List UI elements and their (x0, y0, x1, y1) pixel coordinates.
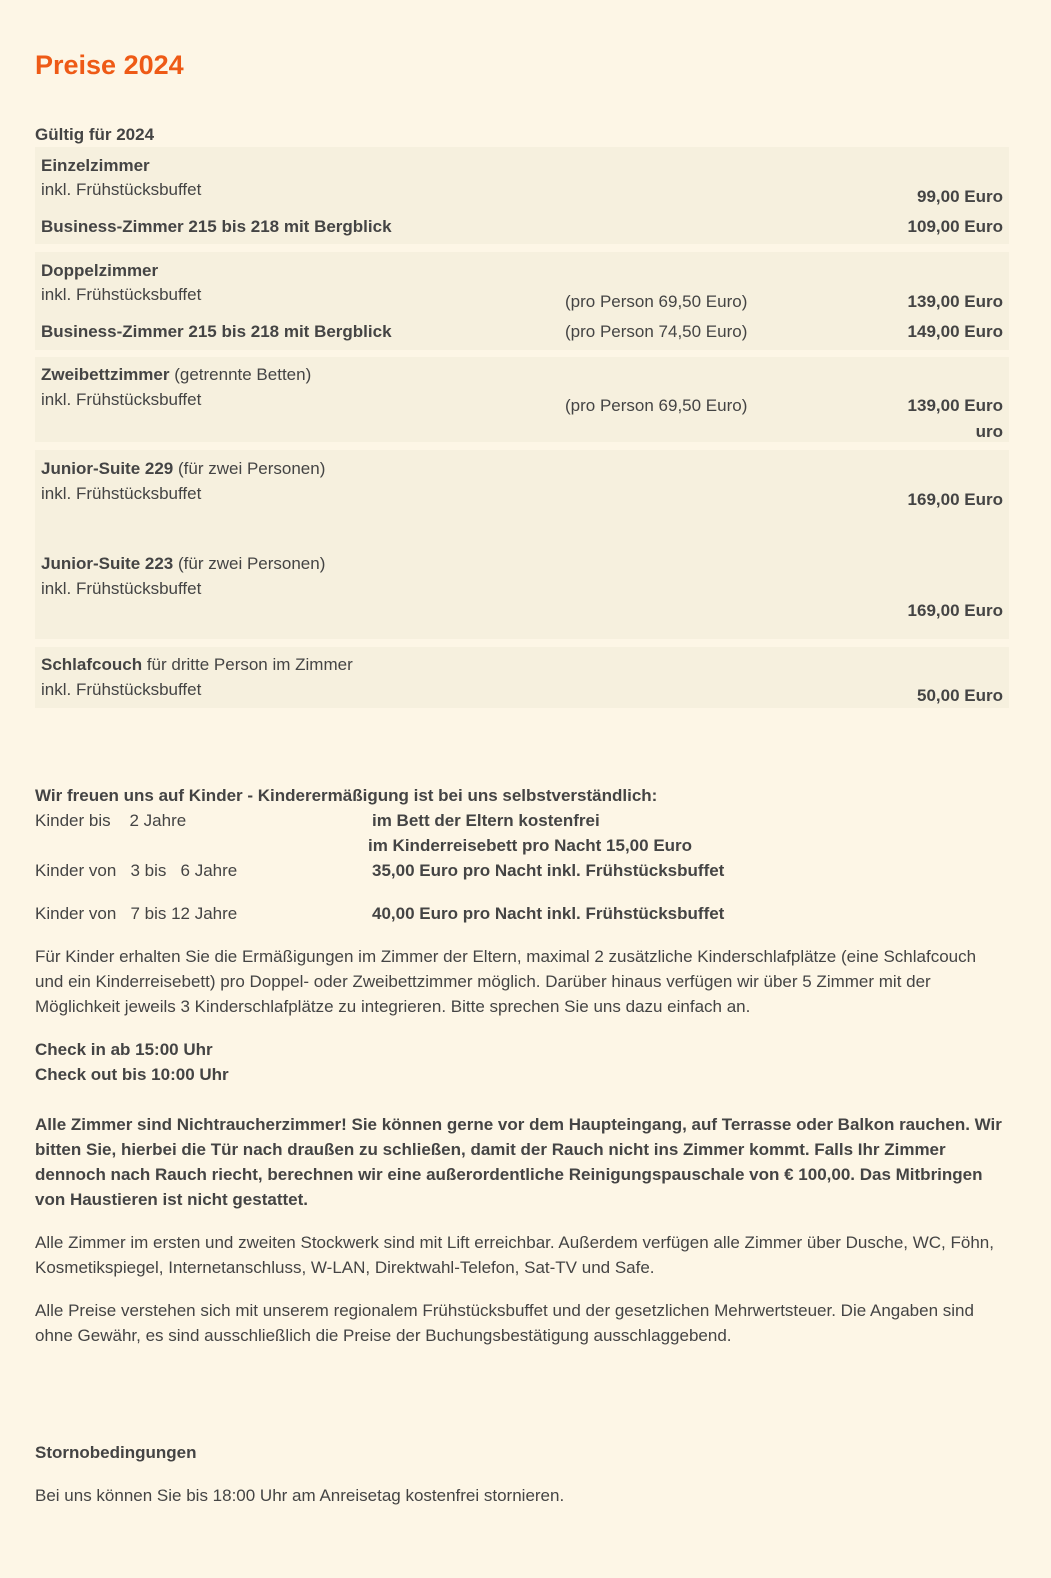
checkin-time: Check in ab 15:00 Uhr (35, 1040, 213, 1059)
room-box-junior-suites (35, 450, 1009, 639)
kids-row-value: 35,00 Euro pro Nacht inkl. Frühstücksbuffet (372, 861, 725, 880)
room-name: Zweibettzimmer (41, 365, 170, 384)
kids-row-value: im Kinderreisebett pro Nacht 15,00 Euro (368, 836, 693, 855)
smoking-notice: Alle Zimmer sind Nichtraucherzimmer! Sie können gerne vor dem Haupteingang, auf Terrasse oder Balkon rauchen. Wir bitten Sie, hierbei die Tür nach draußen zu schließen, damit der Rauch nicht ins Zimmer kommt. Falls Ihr Zimmer dennoch nach Rauch riecht, berechnen wir eine außerordentliche Reinigungspauschale von € 100,00. Das Mitbringen von Haustieren ist nicht gestattet. (35, 1115, 1002, 1209)
per-person-price: (pro Person 69,50 Euro) (565, 396, 748, 415)
room-price: 99,00 Euro (917, 187, 1003, 206)
room-name: Einzelzimmer (41, 156, 150, 175)
room-price: 169,00 Euro (907, 490, 1003, 509)
room-price: 169,00 Euro (907, 601, 1003, 620)
room-breakfast: inkl. Frühstücksbuffet (41, 390, 202, 409)
storno-heading: Stornobedingungen (35, 1443, 197, 1462)
room-name: Doppelzimmer (41, 261, 159, 280)
business-room-name: Business-Zimmer 215 bis 218 mit Bergblick (41, 217, 392, 236)
room-price: 139,00 Euro (907, 292, 1003, 311)
room-name-line (41, 362, 311, 387)
room-note: (für zwei Personen) (173, 459, 326, 478)
suite-229-name-line (41, 456, 325, 481)
room-breakfast: inkl. Frühstücksbuffet (41, 180, 202, 199)
kids-row-value: im Bett der Eltern kostenfrei (372, 811, 600, 830)
business-per-person-price: (pro Person 74,50 Euro) (565, 322, 748, 341)
room-name-line (41, 652, 353, 677)
kids-heading: Wir freuen uns auf Kinder - Kinderermäßigung ist bei uns selbstverständlich: (35, 786, 658, 805)
kids-paragraph: Für Kinder erhalten Sie die Ermäßigungen im Zimmer der Eltern, maximal 2 zusätzliche Kinderschlafplätze (eine Schlafcouch und ein Kinderreisebett) pro Doppel- oder Zweibettzimmer möglich. Darüber hinaus verfügen wir über 5 Zimmer mit der Möglichkeit jeweils 3 Kinderschlafplätze zu integrieren. Bitte sprechen Sie uns dazu einfach an. (35, 947, 977, 1016)
business-room-name: Business-Zimmer 215 bis 218 mit Bergblick (41, 322, 392, 341)
room-price-fragment: uro (975, 422, 1003, 441)
room-box-zweibettzimmer (35, 357, 1009, 442)
room-price: 139,00 Euro (907, 396, 1003, 415)
room-breakfast: inkl. Frühstücksbuffet (41, 484, 202, 503)
kids-row-value: 40,00 Euro pro Nacht inkl. Frühstücksbuffet (372, 904, 725, 923)
per-person-price: (pro Person 69,50 Euro) (565, 292, 748, 311)
kids-row-label: Kinder von 7 bis 12 Jahre (35, 904, 238, 923)
room-box-schlafcouch (35, 647, 1009, 708)
room-breakfast: inkl. Frühstücksbuffet (41, 579, 202, 598)
room-name: Junior-Suite 229 (41, 459, 174, 478)
room-name: Junior-Suite 223 (41, 554, 174, 573)
business-room-price: 149,00 Euro (907, 322, 1003, 341)
business-room-price: 109,00 Euro (907, 217, 1003, 236)
room-breakfast: inkl. Frühstücksbuffet (41, 680, 202, 699)
checkout-time: Check out bis 10:00 Uhr (35, 1065, 229, 1084)
prices-note: Alle Preise verstehen sich mit unserem regionalem Frühstücksbuffet und der gesetzlichen Mehrwertsteuer. Die Angaben sind ohne Gewähr, es sind ausschließlich die Preise der Buchungsbestätigung ausschlaggebend. (35, 1301, 974, 1345)
suite-223-name-line (41, 551, 325, 576)
room-price: 50,00 Euro (917, 686, 1003, 705)
room-note: (getrennte Betten) (169, 365, 312, 384)
storno-text: Bei uns können Sie bis 18:00 Uhr am Anreisetag kostenfrei stornieren. (35, 1486, 565, 1505)
amenities-paragraph: Alle Zimmer im ersten und zweiten Stockwerk sind mit Lift erreichbar. Außerdem verfügen alle Zimmer über Dusche, WC, Föhn, Kosmetikspiegel, Internetanschluss, W-LAN, Direktwahl-Telefon, Sat-TV und Safe. (35, 1233, 994, 1277)
room-breakfast: inkl. Frühstücksbuffet (41, 285, 202, 304)
valid-label: Gültig für 2024 (35, 125, 155, 144)
room-box-doppelzimmer (35, 252, 1009, 350)
kids-row-label: Kinder von 3 bis 6 Jahre (35, 861, 238, 880)
room-note: (für zwei Personen) (173, 554, 326, 573)
room-name: Schlafcouch (41, 655, 143, 674)
page-title: Preise 2024 (35, 50, 184, 80)
room-box-einzelzimmer (35, 147, 1009, 244)
kids-row-label: Kinder bis 2 Jahre (35, 811, 187, 830)
room-note: für dritte Person im Zimmer (142, 655, 353, 674)
